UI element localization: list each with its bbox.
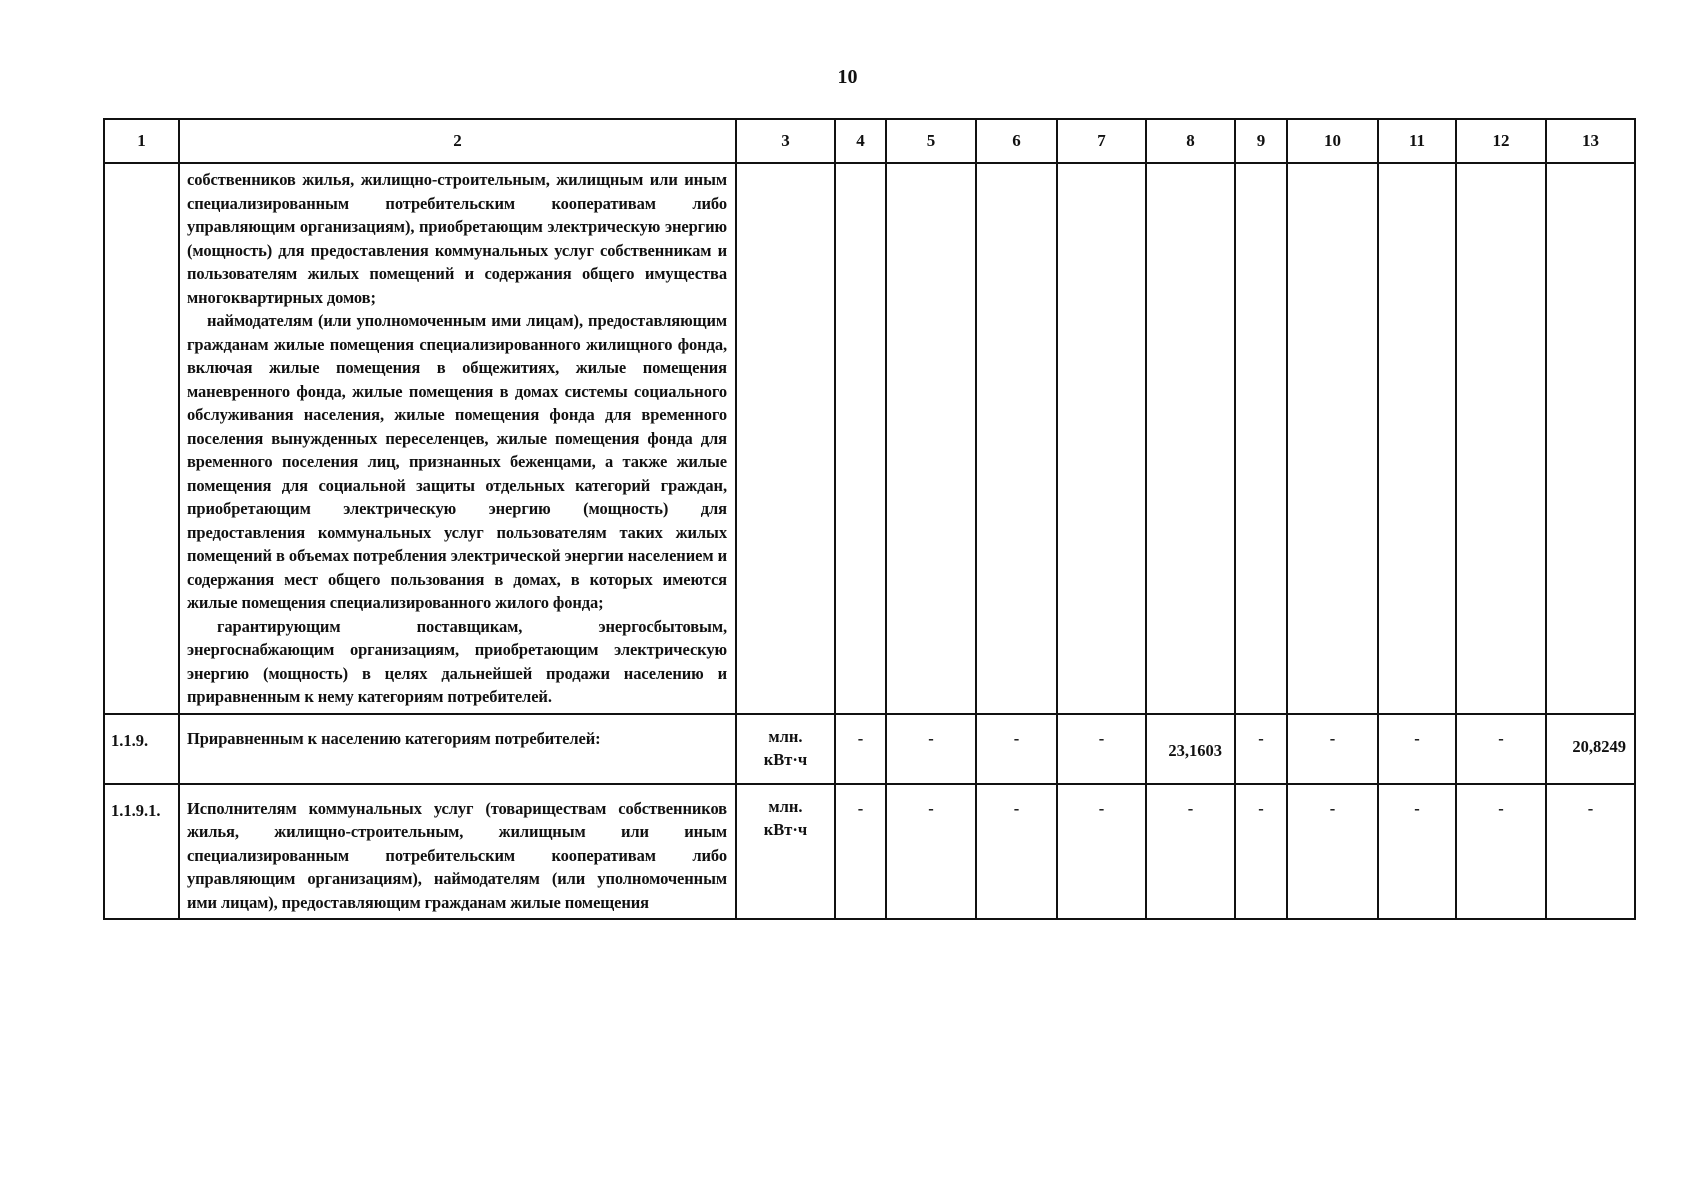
value-cell: - <box>1456 714 1546 784</box>
row-number-cell <box>104 163 179 714</box>
value-cell: - <box>1378 784 1456 920</box>
data-table <box>103 118 1636 920</box>
value-cell: - <box>1287 714 1378 784</box>
value-cell: - <box>1057 714 1146 784</box>
value-cell: - <box>1378 714 1456 784</box>
row-number-cell: 1.1.9. <box>104 714 179 784</box>
paragraph: собственников жилья, жилищно-строительным, жилищным или иным специализированным потребительским кооперативам либо управляющим организациям), приобретающим электрическую энергию (мощность) для предоставления коммунальных услуг собственникам и пользователям жилых помещений и содержания общего имущества многоквартирных домов; <box>187 170 727 307</box>
value-cell <box>1287 163 1378 714</box>
header-cell: 4 <box>835 119 886 163</box>
header-cell: 5 <box>886 119 976 163</box>
value-cell: - <box>1146 784 1235 920</box>
value-cell: - <box>835 784 886 920</box>
header-cell: 1 <box>104 119 179 163</box>
value-cell: - <box>886 784 976 920</box>
unit-line: млн. <box>768 796 803 816</box>
unit-cell <box>736 784 835 920</box>
table-row-1-1-9-1 <box>104 784 1635 920</box>
unit-cell <box>736 163 835 714</box>
value-cell <box>1235 163 1287 714</box>
value-cell: - <box>1235 714 1287 784</box>
value-cell <box>1146 163 1235 714</box>
value-cell <box>1546 163 1635 714</box>
header-cell: 10 <box>1287 119 1378 163</box>
paragraph: гарантирующим поставщикам, энергосбытовым, энергоснабжающим организациям, приобретающим электрическую энергию (мощность) в целях дальнейшей продажи населению и приравненным к нему категориям потребителей. <box>187 616 727 706</box>
value-cell <box>1378 163 1456 714</box>
header-cell: 11 <box>1378 119 1456 163</box>
header-cell: 13 <box>1546 119 1635 163</box>
value-cell: - <box>976 714 1057 784</box>
header-cell: 7 <box>1057 119 1146 163</box>
header-row <box>104 119 1635 163</box>
value-cell: - <box>1546 784 1635 920</box>
value-cell: - <box>976 784 1057 920</box>
value-cell: - <box>835 714 886 784</box>
table-row-1-1-9 <box>104 714 1635 784</box>
page-number: 10 <box>837 66 858 88</box>
value-cell: 23,1603 <box>1146 714 1235 784</box>
description-cell: Исполнителям коммунальных услуг (товариществам собственников жилья, жилищно-строительным, жилищным или иным специализированным потребительским кооперативам либо управляющим организациям), наймодателям (или уполномоченным ими лицам), предоставляющим гражданам жилые помещения <box>179 784 736 920</box>
row-number-cell: 1.1.9.1. <box>104 784 179 920</box>
value-cell <box>1456 163 1546 714</box>
header-cell: 3 <box>736 119 835 163</box>
header-cell: 8 <box>1146 119 1235 163</box>
unit-line: млн. <box>768 726 803 746</box>
value-cell: - <box>886 714 976 784</box>
header-cell: 9 <box>1235 119 1287 163</box>
unit-cell <box>736 714 835 784</box>
value-cell: - <box>1235 784 1287 920</box>
paragraph: наймодателям (или уполномоченным ими лицам), предоставляющим гражданам жилые помещения специализированного жилищного фонда, включая жилые помещения в общежитиях, жилые помещения маневренного фонда, жилые помещения в домах системы социального обслуживания населения, жилые помещения фонда для временного поселения вынужденных переселенцев, жилые помещения фонда для временного поселения лиц, признанных беженцами, а также жилые помещения для социальной защиты отдельных категорий граждан, приобретающим электрическую энергию (мощность) для предоставления коммунальных услуг пользователям таких жилых помещений в объемах потребления электрической энергии населением и содержания мест общего пользования в домах, в которых имеются жилые помещения специализированного жилого фонда; <box>187 311 727 612</box>
value-cell: - <box>1287 784 1378 920</box>
description-cell <box>179 163 736 714</box>
header-cell: 2 <box>179 119 736 163</box>
unit-line: кВт·ч <box>763 820 808 839</box>
value-cell: - <box>1456 784 1546 920</box>
table-row-continuation <box>104 163 1635 714</box>
value-cell <box>976 163 1057 714</box>
value-cell: 20,8249 <box>1546 714 1635 784</box>
header-cell: 12 <box>1456 119 1546 163</box>
header-cell: 6 <box>976 119 1057 163</box>
value-cell <box>835 163 886 714</box>
value-cell <box>886 163 976 714</box>
description-cell: Приравненным к населению категориям потребителей: <box>179 714 736 784</box>
value-cell: - <box>1057 784 1146 920</box>
value-cell <box>1057 163 1146 714</box>
unit-line: кВт·ч <box>763 750 808 769</box>
